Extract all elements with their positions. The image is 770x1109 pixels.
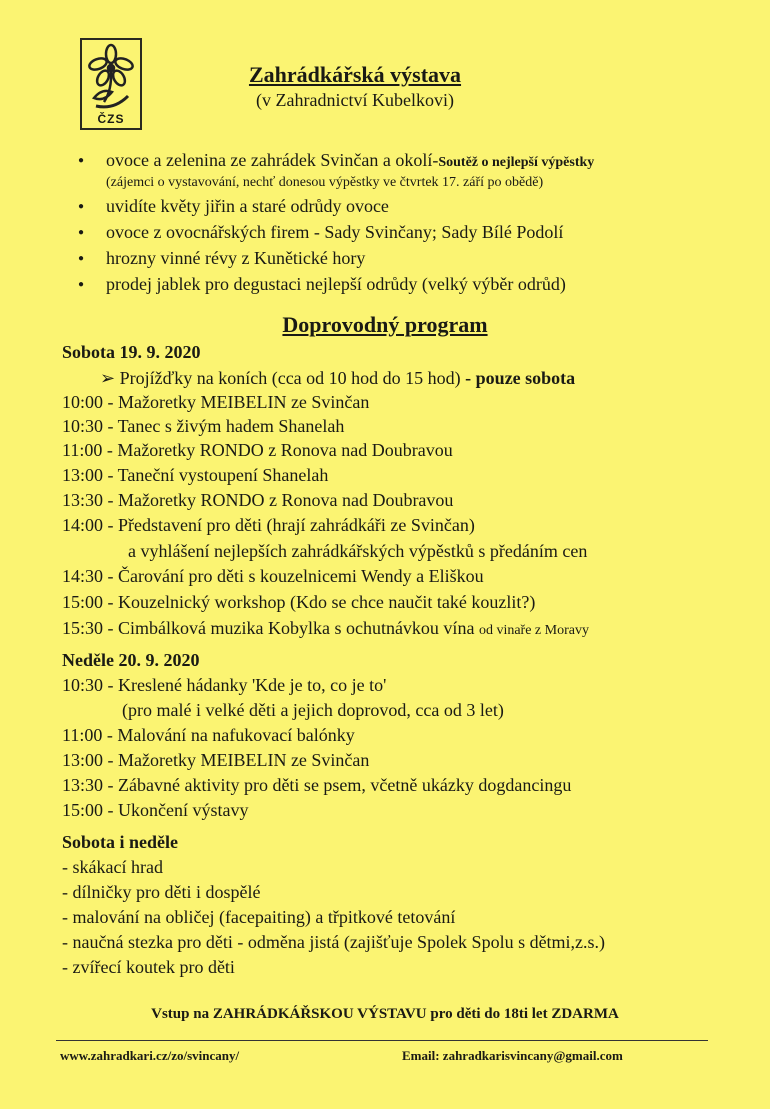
schedule-item: 14:00 - Představení pro děti (hrají zahrádkáři ze Svinčan) (62, 515, 475, 535)
list-item (78, 149, 738, 192)
schedule-item-text: 15:30 - Cimbálková muzika Kobylka s ochutnávkou vína (62, 618, 475, 638)
arrow-item-note: - pouze sobota (465, 368, 576, 388)
list-item: ● ovoce z ovocnářských firem - Sady Svinčany; Sady Bílé Podolí (78, 221, 738, 244)
sunday-heading: Neděle 20. 9. 2020 (62, 650, 200, 670)
weekend-item: - naučná stezka pro děti - odměna jistá (zajišťuje Spolek Spolu s dětmi,z.s.) (62, 932, 606, 952)
weekend-item: - skákací hrad (62, 857, 163, 877)
exhibitor-note: (zájemci o vystavování, nechť donesou výpěstky ve čtvrtek 17. září po obědě) (106, 175, 544, 190)
logo-text: ČZS (97, 112, 125, 126)
schedule-item: 13:00 - Taneční vystoupení Shanelah (62, 465, 329, 485)
arrow-icon: ➢ (100, 368, 120, 388)
schedule-item: 11:00 - Malování na nafukovací balónky (62, 725, 355, 745)
schedule-item: 13:30 - Mažoretky RONDO z Ronova nad Doubravou (62, 490, 454, 510)
footer-divider (56, 1040, 708, 1041)
weekend-item: - zvířecí koutek pro děti (62, 957, 235, 977)
schedule-item: 10:00 - Mažoretky MEIBELIN ze Svinčan (62, 392, 370, 412)
list-item: ● prodej jablek pro degustaci nejlepší odrůdy (velký výběr odrůd) (78, 273, 738, 296)
schedule-item: 13:00 - Mažoretky MEIBELIN ze Svinčan (62, 750, 370, 770)
page-title: Zahrádkářská výstava (248, 62, 462, 87)
schedule-item: 13:30 - Zábavné aktivity pro děti se psem, včetně ukázky dogdancingu (62, 775, 572, 795)
page-subtitle: (v Zahradnictví Kubelkovi) (256, 90, 454, 110)
email-link[interactable]: Email: zahradkarisvincany@gmail.com (402, 1048, 623, 1063)
arrow-item-text: Projížďky na koních (cca od 10 hod do 15 hod) (119, 368, 461, 388)
schedule-item: 15:00 - Kouzelnický workshop (Kdo se chce naučit také kouzlit?) (62, 592, 536, 612)
schedule-item: 11:00 - Mažoretky RONDO z Ronova nad Doubravou (62, 440, 453, 460)
schedule-item: 10:30 - Kreslené hádanky 'Kde je to, co je to' (62, 675, 387, 695)
weekend-item: - malování na obličej (facepaiting) a třpitkové tetování (62, 907, 456, 927)
list-item: ● hrozny vinné révy z Kunětické hory (78, 247, 738, 270)
highlights-list (78, 146, 738, 296)
website-link[interactable]: www.zahradkari.cz/zo/svincany/ (60, 1048, 240, 1063)
schedule-item-cont: (pro malé i velké děti a jejich doprovod, cca od 3 let) (122, 700, 504, 720)
schedule-item: 15:00 - Ukončení výstavy (62, 800, 249, 820)
program-heading: Doprovodný program (282, 312, 488, 337)
weekend-item: - dílničky pro děti i dospělé (62, 882, 261, 902)
schedule-item-note: od vinaře z Moravy (478, 623, 589, 638)
schedule-item (62, 618, 589, 639)
entry-note: Vstup na ZAHRÁDKÁŘSKOU VÝSTAVU pro děti do 18ti let ZDARMA (151, 1006, 619, 1022)
schedule-item: 10:30 - Tanec s živým hadem Shanelah (62, 416, 345, 436)
list-item-text: ovoce a zelenina ze zahrádek Svinčan a okolí- (106, 150, 439, 170)
list-item: ● uvidíte květy jiřin a staré odrůdy ovoce (78, 195, 738, 218)
saturday-heading: Sobota 19. 9. 2020 (62, 342, 201, 362)
contest-note: Soutěž o nejlepší výpěstky (438, 155, 595, 170)
arrow-item (100, 368, 575, 389)
weekend-heading: Sobota i neděle (62, 832, 179, 852)
schedule-item: 14:30 - Čarování pro děti s kouzelnicemi Wendy a Eliškou (62, 566, 484, 586)
schedule-item-cont: a vyhlášení nejlepších zahrádkářských výpěstků s předáním cen (128, 541, 588, 561)
